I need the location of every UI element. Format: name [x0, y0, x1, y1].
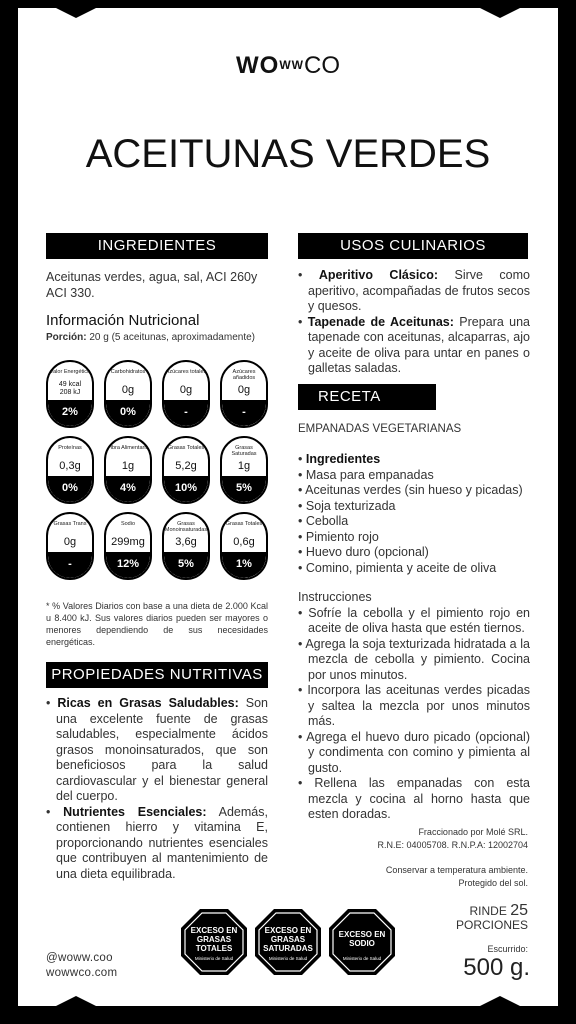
nutrient-pill: Valor Energético 49 kcal 208 kJ 2%	[46, 360, 94, 428]
list-item: • Pimiento rojo	[298, 529, 379, 544]
warning-seal-sodio: EXCESO EN SODIO Ministerio de Salud	[328, 908, 396, 976]
list-item: • Aperitivo Clásico: Sirve como aperitivo, acompañadas de frutos secos y quesos.	[298, 268, 530, 313]
nutrient-pill: Proteínas 0,3g 0%	[46, 436, 94, 504]
nutrient-pill: Carbohidratos 0g 0%	[104, 360, 152, 428]
list-item: • Agrega el huevo duro picado (opcional) y condimenta con comino y pimienta al gusto.	[298, 729, 530, 775]
recipe-name: EMPANADAS VEGETARIANAS	[298, 423, 462, 435]
list-item: • Masa para empanadas	[298, 467, 434, 482]
product-title: ACEITUNAS VERDES	[85, 132, 491, 176]
propiedades-list	[46, 696, 268, 882]
list-item: • Ricas en Grasas Saludables: Son una excelente fuente de grasas saludables, especialmente ácidos grasos monoinsaturados, que son beneficiosos para la salud cardiovascular y el bienestar general del cuerpo.	[46, 696, 269, 803]
warning-seal-grasas-totales: EXCESO EN GRASAS TOTALES Ministerio de Salud	[180, 908, 248, 976]
list-item: • Tapenade de Aceitunas: Prepara una tapenade con aceitunas, alcaparras, ajo y aceite de oliva para untar en panes o galletas saladas.	[298, 314, 530, 375]
list-item: • Sofríe la cebolla y el pimiento rojo en aceite de oliva hasta que estén tiernos.	[298, 605, 530, 635]
list-item: • Rellena las empanadas con esta mezcla y cocina al horno hasta que esten doradas.	[298, 776, 530, 821]
list-item: • Cebolla	[298, 514, 349, 528]
usos-heading: USOS CULINARIOS	[298, 233, 528, 259]
list-item: • Incorpora las aceitunas verdes picadas y saltea la mezcla por unos minutos más.	[298, 683, 530, 728]
list-item: • Comino, pimienta y aceite de oliva	[298, 560, 497, 575]
recipe-ingredients	[298, 452, 530, 576]
warning-seal-grasas-saturadas: EXCESO EN GRASAS SATURADAS Ministerio de Salud	[254, 908, 322, 976]
fabricante-info: Fraccionado por Molé SRL. R.N.E: 04005708. R.N.P.A: 12002704	[377, 827, 528, 850]
list-item: • Nutrientes Esenciales: Además, contienen hierro y vitamina E, proporcionando nutrientes esenciales que contribuyen al mantenimiento de una dieta equilibrada.	[46, 804, 268, 881]
recipe-instructions	[298, 590, 530, 823]
instagram-handle: @woww.coo	[46, 952, 113, 964]
escurrido-label: Escurrido:	[487, 944, 528, 954]
propiedades-heading: PROPIEDADES NUTRITIVAS	[46, 662, 268, 688]
nutrient-pill: Grasas Monoinsaturadas 3,6g 5%	[162, 512, 210, 580]
list-item: • Agrega la soja texturizada hidratada a la mezcla de cebolla y pimiento. Cocina por unos minutos.	[298, 636, 530, 682]
conservacion-info: Conservar a temperatura ambiente. Protegido del sol.	[385, 865, 528, 888]
nutrition-heading: Información Nutricional	[46, 312, 200, 329]
recipe-ingredients-heading: • Ingredientes	[298, 452, 381, 466]
nutrient-pill: Grasas Totales 5,2g 10%	[162, 436, 210, 504]
receta-heading: RECETA	[298, 384, 436, 410]
nutrient-pill: Azúcares añadidos 0g -	[220, 360, 268, 428]
website-url: wowwco.com	[46, 967, 118, 979]
top-wave-edge	[0, 0, 576, 22]
nutrient-pill: Fibra Alimentaria 1g 4%	[104, 436, 152, 504]
porcion-line: Porción: 20 g (5 aceitunas, aproximadamente)	[46, 332, 255, 343]
brand-logo: WOWWCO	[236, 52, 340, 79]
rinde-info: RINDE 25 PORCIONES	[455, 902, 528, 932]
net-weight: 500 g.	[463, 954, 530, 981]
ingredientes-text: Aceitunas verdes, agua, sal, ACI 260y ACI 330.	[46, 270, 258, 300]
nutrient-pill: Grasas Trans 0g -	[46, 512, 94, 580]
nutrient-pill: Grasas Totales 0,6g 1%	[220, 512, 268, 580]
bottom-wave-edge	[0, 996, 576, 1024]
ingredientes-heading: INGREDIENTES	[46, 233, 268, 259]
nutrient-pill: Sodio 299mg 12%	[104, 512, 152, 580]
list-item: • Aceitunas verdes (sin hueso y picadas)	[298, 483, 523, 497]
list-item: • Soja texturizada	[298, 498, 396, 513]
usos-list	[298, 268, 530, 377]
nutrient-pill: Grasas Saturadas 1g 5%	[220, 436, 268, 504]
nutrient-pill: Azúcares totales 0g -	[162, 360, 210, 428]
daily-values-note: * % Valores Diarios con base a una dieta de 2.000 Kcal u 8.400 kJ. Sus valores diarios pueden ser mayores o menores dependiendo de sus necesidades energéticas.	[46, 601, 268, 647]
list-item: • Huevo duro (opcional)	[298, 545, 429, 559]
recipe-instructions-heading: Instrucciones	[298, 590, 372, 604]
